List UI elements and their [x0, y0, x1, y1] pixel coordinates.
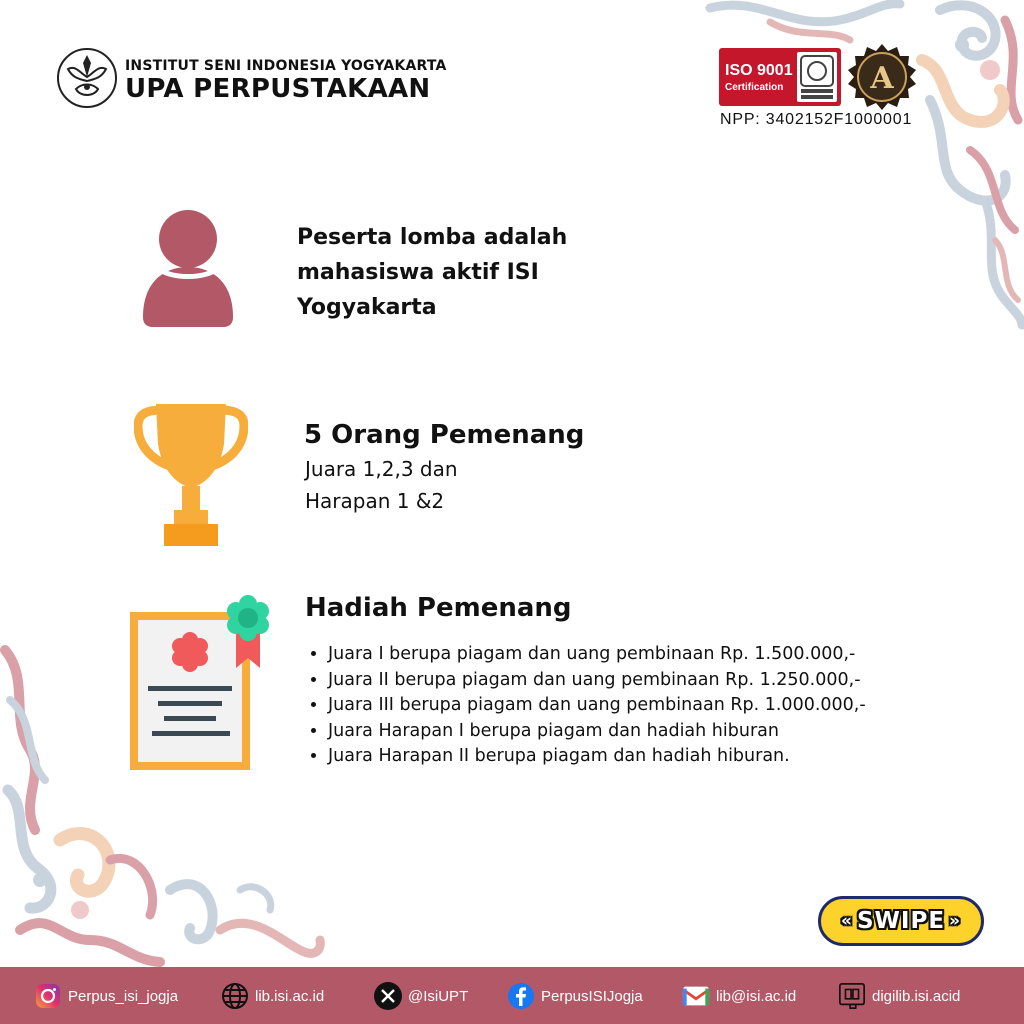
list-item: • Juara I berupa piagam dan uang pembinaan Rp. 1.500.000,- [328, 642, 968, 668]
footer-instagram-label: Perpus_isi_jogja [68, 987, 179, 1005]
footer-facebook-label: PerpusISIJogja [541, 987, 643, 1005]
chevron-left-icon: « [840, 911, 853, 931]
chevron-right-icon: » [949, 911, 962, 931]
npp-number: NPP: 3402152F1000001 [720, 111, 913, 128]
participants-text: Peserta lomba adalah mahasiswa aktif ISI Yogyakarta [297, 225, 568, 320]
footer-digilib-label: digilib.isi.acid [872, 987, 961, 1005]
iso-subtitle: Certification [725, 82, 784, 93]
footer-x-link[interactable] [374, 980, 468, 1012]
list-item: • Juara Harapan I berupa piagam dan hadiah hiburan [328, 719, 968, 745]
footer-x-label: @IsiUPT [408, 987, 469, 1005]
winners-description: Juara 1,2,3 dan Harapan 1 &2 [305, 457, 458, 513]
department-name: UPA PERPUSTAKAAN [125, 74, 431, 104]
prizes-list [308, 642, 968, 770]
facebook-icon [507, 982, 535, 1010]
iso-title: ISO 9001 [725, 62, 793, 79]
prizes-heading: Hadiah Pemenang [305, 593, 572, 623]
swipe-button[interactable] [818, 896, 984, 946]
trophy-icon [134, 404, 248, 548]
accreditation-seal [848, 43, 916, 111]
digital-library-icon [838, 982, 866, 1010]
institution-name: INSTITUT SENI INDONESIA YOGYAKARTA [125, 58, 447, 74]
footer-digilib-link[interactable] [838, 980, 960, 1012]
globe-icon [221, 982, 249, 1010]
list-item: • Juara II berupa piagam dan uang pembinaan Rp. 1.250.000,- [328, 668, 968, 694]
bureau-veritas-icon [797, 52, 837, 102]
iso-certification-badge [719, 48, 841, 106]
swipe-label: SWIPE [856, 908, 946, 934]
instagram-icon [34, 982, 62, 1010]
winners-heading: 5 Orang Pemenang [304, 420, 585, 450]
footer-email-label: lib@isi.ac.id [716, 987, 797, 1005]
x-icon [374, 982, 402, 1010]
list-item: • Juara Harapan II berupa piagam dan hadiah hiburan. [328, 744, 968, 770]
footer-facebook-link[interactable] [507, 980, 643, 1012]
footer-email-link[interactable] [682, 980, 796, 1012]
certificate-icon [128, 594, 276, 772]
list-item: • Juara III berupa piagam dan uang pembinaan Rp. 1.000.000,- [328, 693, 968, 719]
isi-logo-icon [56, 47, 118, 109]
footer-website-link[interactable] [221, 980, 324, 1012]
person-icon [141, 209, 235, 329]
accreditation-grade: A [870, 61, 894, 96]
accreditation-seal-icon [848, 43, 916, 111]
gmail-icon [682, 982, 710, 1010]
footer-website-label: lib.isi.ac.id [255, 987, 325, 1005]
footer-instagram-link[interactable] [34, 980, 178, 1012]
